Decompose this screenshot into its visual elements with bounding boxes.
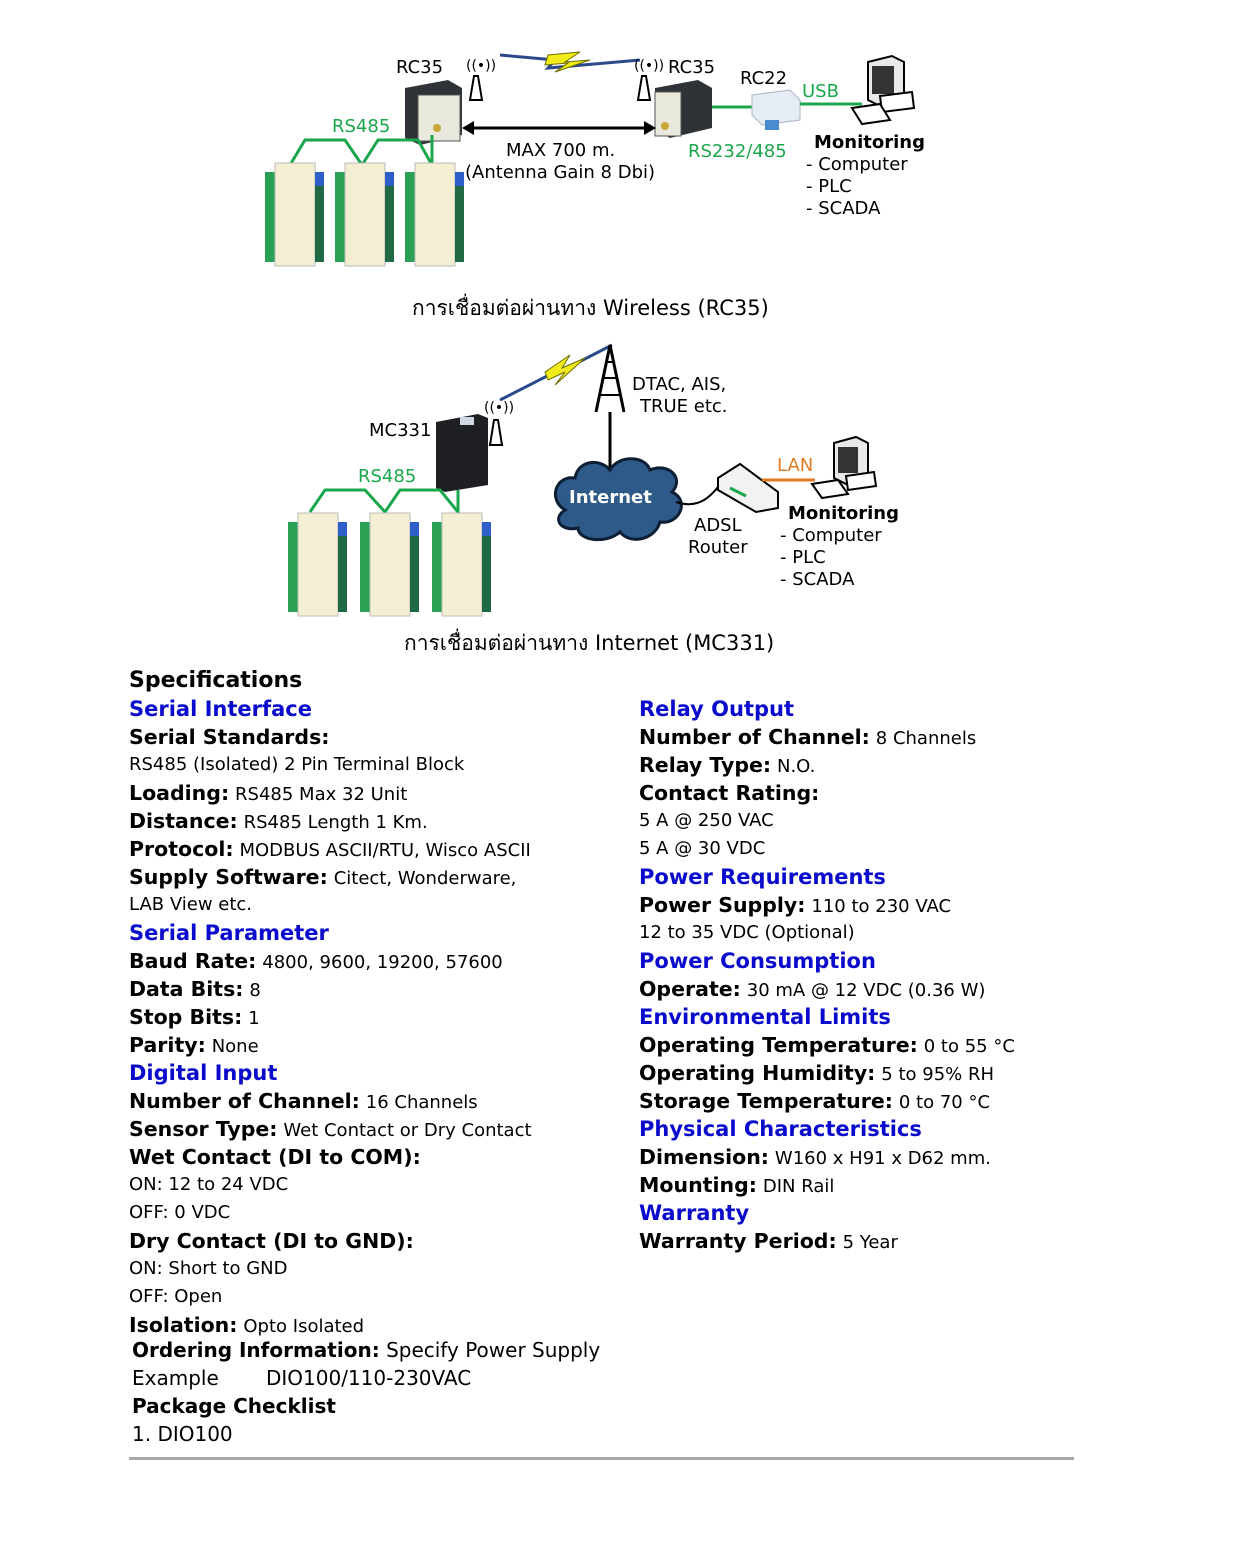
spec-row <box>639 779 1119 807</box>
spec-section-heading: Relay Output <box>639 697 794 721</box>
spec-row <box>639 1059 1119 1087</box>
monitoring-item: - PLC <box>780 547 826 568</box>
spec-value: 4800, 9600, 19200, 57600 <box>262 952 503 973</box>
router-label: Router <box>688 537 748 558</box>
dio100-module-group-internet <box>288 513 491 616</box>
spec-row <box>129 1115 619 1143</box>
spec-value-line: 5 A @ 30 VDC <box>639 838 766 859</box>
rc22-label: RC22 <box>740 68 788 89</box>
spec-key: Serial Standards: <box>129 725 330 749</box>
spec-value: 5 Year <box>842 1232 898 1253</box>
spec-row <box>129 1003 619 1031</box>
monitoring-title-wireless: Monitoring <box>814 132 925 153</box>
spec-key: Mounting: <box>639 1173 757 1197</box>
rc35-right-label: RC35 <box>668 57 716 78</box>
spec-value: RS485 Max 32 Unit <box>235 784 408 805</box>
svg-text:((•)): ((•)) <box>466 58 497 74</box>
spec-row <box>129 975 619 1003</box>
spec-section-heading: Power Consumption <box>639 949 876 973</box>
spec-value: MODBUS ASCII/RTU, Wisco ASCII <box>239 840 531 861</box>
spec-value: 0 to 55 °C <box>923 1036 1015 1057</box>
spec-key: Loading: <box>129 781 230 805</box>
ordering-example-label: Example <box>132 1366 219 1390</box>
spec-key: Number of Channel: <box>639 725 870 749</box>
spec-value-line: 12 to 35 VDC (Optional) <box>639 922 855 943</box>
spec-value-line: OFF: 0 VDC <box>129 1202 231 1223</box>
spec-row <box>129 835 619 863</box>
specs-left-list <box>129 695 619 1339</box>
spec-key: Baud Rate: <box>129 949 257 973</box>
spec-row <box>129 779 619 807</box>
spec-key: Protocol: <box>129 837 234 861</box>
spec-section-heading: Warranty <box>639 1201 750 1225</box>
spec-row <box>639 1143 1119 1171</box>
adsl-router-icon <box>718 464 778 512</box>
spec-key: Supply Software: <box>129 865 328 889</box>
specs-right-list <box>639 695 1119 1255</box>
dio100-module-icon <box>360 513 419 616</box>
ordering-info-key: Ordering Information: <box>132 1338 380 1362</box>
spec-key: Contact Rating: <box>639 781 820 805</box>
antenna-gain-label: (Antenna Gain 8 Dbi) <box>465 162 656 183</box>
ordering-section <box>132 1336 600 1448</box>
spec-key: Relay Type: <box>639 753 772 777</box>
computer-icon-internet <box>812 437 876 498</box>
monitoring-item: - SCADA <box>780 569 855 590</box>
spec-section-heading: Environmental Limits <box>639 1005 891 1029</box>
spec-value: 5 to 95% RH <box>881 1064 995 1085</box>
monitoring-item: - Computer <box>780 525 882 546</box>
rs485-bus-line <box>310 490 458 512</box>
spec-row <box>129 1311 619 1339</box>
spec-value-line: LAB View etc. <box>129 894 253 915</box>
ordering-example-value: DIO100/110-230VAC <box>266 1366 472 1390</box>
specs-title: Specifications <box>129 668 303 693</box>
spec-row <box>639 723 1119 751</box>
spec-key: Dry Contact (DI to GND): <box>129 1229 414 1253</box>
spec-value: RS485 Length 1 Km. <box>243 812 428 833</box>
spec-value: 16 Channels <box>365 1092 478 1113</box>
spec-value: 30 mA @ 12 VDC (0.36 W) <box>746 980 986 1001</box>
package-checklist-title: Package Checklist <box>132 1394 336 1418</box>
spec-value: N.O. <box>777 756 816 777</box>
spec-value-line: OFF: Open <box>129 1286 223 1307</box>
spec-section-heading: Digital Input <box>129 1061 278 1085</box>
spec-value: Opto Isolated <box>243 1316 365 1337</box>
rs485-label-wireless: RS485 <box>332 116 391 137</box>
dio100-module-icon <box>288 513 347 616</box>
carrier-label-line2: TRUE etc. <box>640 396 728 417</box>
ordering-example-line <box>132 1364 600 1392</box>
spec-row <box>129 1143 619 1171</box>
spec-key: Warranty Period: <box>639 1229 837 1253</box>
spec-key: Wet Contact (DI to COM): <box>129 1145 421 1169</box>
rs485-label-internet: RS485 <box>358 466 417 487</box>
spec-row <box>639 891 1119 919</box>
cellular-link-icon <box>500 345 612 400</box>
spec-row <box>129 1031 619 1059</box>
dio100-module-icon <box>432 513 491 616</box>
monitoring-title-internet: Monitoring <box>788 503 899 524</box>
spec-value-line: 5 A @ 250 VAC <box>639 810 774 831</box>
router-cable <box>676 482 722 504</box>
package-checklist-item: 1. DIO100 <box>132 1422 233 1446</box>
spec-key: Sensor Type: <box>129 1117 278 1141</box>
mc331-modem-device <box>436 414 488 492</box>
spec-section-heading: Serial Interface <box>129 697 313 721</box>
spec-row <box>639 1171 1119 1199</box>
spec-row <box>129 723 619 751</box>
spec-value-line: ON: 12 to 24 VDC <box>129 1174 289 1195</box>
spec-value: 0 to 70 °C <box>898 1092 991 1113</box>
spec-value: None <box>211 1036 259 1057</box>
spec-value: 110 to 230 VAC <box>811 896 952 917</box>
spec-value: 8 <box>249 980 261 1001</box>
spec-row <box>639 1031 1119 1059</box>
internet-diagram-graphics <box>0 0 1240 640</box>
spec-key: Storage Temperature: <box>639 1089 893 1113</box>
rs232-485-label: RS232/485 <box>688 141 787 162</box>
internet-caption: การเชื่อมต่อผ่านทาง Internet (MC331) <box>404 631 775 655</box>
spec-row <box>129 807 619 835</box>
wireless-caption: การเชื่อมต่อผ่านทาง Wireless (RC35) <box>412 296 769 320</box>
spec-value: Citect, Wonderware, <box>333 868 517 889</box>
spec-key: Operating Temperature: <box>639 1033 918 1057</box>
spec-value-line: ON: Short to GND <box>129 1258 288 1279</box>
spec-section-heading: Physical Characteristics <box>639 1117 922 1141</box>
spec-key: Data Bits: <box>129 977 244 1001</box>
spec-value: W160 x H91 x D62 mm. <box>774 1148 991 1169</box>
spec-key: Isolation: <box>129 1313 238 1337</box>
spec-row <box>639 751 1119 779</box>
spec-row <box>639 1227 1119 1255</box>
spec-key: Operate: <box>639 977 741 1001</box>
antenna-icon-mc331 <box>484 400 514 445</box>
spec-row <box>639 1087 1119 1115</box>
internet-cloud-label: Internet <box>569 487 652 508</box>
spec-key: Dimension: <box>639 1145 770 1169</box>
spec-row <box>129 947 619 975</box>
spec-value: DIN Rail <box>762 1176 835 1197</box>
ordering-info-value: Specify Power Supply <box>386 1338 601 1362</box>
footer-divider <box>129 1457 1074 1460</box>
mc331-label: MC331 <box>369 420 432 441</box>
spec-key: Parity: <box>129 1033 206 1057</box>
spec-section-heading: Serial Parameter <box>129 921 329 945</box>
spec-row <box>639 975 1119 1003</box>
spec-value: Wet Contact or Dry Contact <box>283 1120 532 1141</box>
adsl-label: ADSL <box>694 515 742 536</box>
spec-row <box>129 1087 619 1115</box>
specs-right-column <box>639 695 1119 1255</box>
spec-key: Stop Bits: <box>129 1005 243 1029</box>
ordering-info-line <box>132 1336 600 1364</box>
svg-text:((•)): ((•)) <box>484 400 515 416</box>
lan-label: LAN <box>777 455 814 476</box>
monitoring-item: - PLC <box>806 176 852 197</box>
distance-label: MAX 700 m. <box>506 140 616 161</box>
usb-label: USB <box>802 81 839 102</box>
spec-key: Number of Channel: <box>129 1089 360 1113</box>
spec-value: 8 Channels <box>875 728 977 749</box>
monitoring-item: - Computer <box>806 154 908 175</box>
spec-value-line: RS485 (Isolated) 2 Pin Terminal Block <box>129 754 465 775</box>
spec-row <box>129 1227 619 1255</box>
spec-key: Power Supply: <box>639 893 806 917</box>
spec-row <box>129 863 619 891</box>
monitoring-item: - SCADA <box>806 198 881 219</box>
cell-tower-icon <box>596 345 624 470</box>
svg-text:((•)): ((•)) <box>634 58 665 74</box>
spec-section-heading: Power Requirements <box>639 865 886 889</box>
specs-left-column <box>129 667 619 1339</box>
carrier-label-line1: DTAC, AIS, <box>632 374 727 395</box>
spec-value: 1 <box>248 1008 260 1029</box>
spec-key: Operating Humidity: <box>639 1061 876 1085</box>
spec-key: Distance: <box>129 809 238 833</box>
rc35-left-label: RC35 <box>396 57 444 78</box>
